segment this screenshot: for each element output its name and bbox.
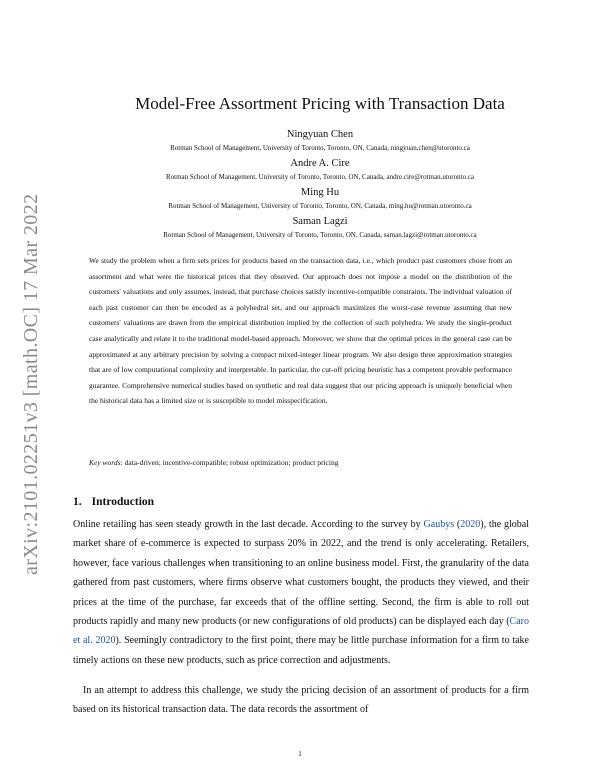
section-title: Introduction xyxy=(91,496,155,508)
section-number: 1. xyxy=(73,496,82,508)
paper-title: Model-Free Assortment Pricing with Transaction Data xyxy=(135,94,505,113)
citation-link-gaubys[interactable]: Gaubys xyxy=(423,519,455,530)
author-block xyxy=(70,157,570,182)
author-name: Andre A. Cire xyxy=(290,158,350,169)
author-block xyxy=(70,186,570,211)
author-affiliation: Rotman School of Management, University of Toronto, Toronto, ON, Canada, ming.hu@rotman.utoronto.ca xyxy=(168,202,472,210)
keywords-colon: : xyxy=(120,458,125,467)
keywords-label: Key words xyxy=(89,458,121,467)
intro-paragraph-2: In an attempt to address this challenge, we study the pricing decision of an assortment of products for a firm based on its historical transaction data. The data records the assortment of xyxy=(73,685,529,716)
author-affiliation: Rotman School of Management, University of Toronto, Toronto, ON, Canada, andre.cire@rotman.utoronto.ca xyxy=(165,173,475,181)
arxiv-identifier-stamp: arXiv:2101.02251v3 [math.OC] 17 Mar 2022 xyxy=(20,193,42,575)
author-block xyxy=(70,128,570,153)
keywords xyxy=(89,458,512,467)
text-run: Online retailing has seen steady growth in the last decade. According to the survey by xyxy=(73,519,424,530)
author-name: Ming Hu xyxy=(300,187,340,198)
author-name: Saman Lagzi xyxy=(292,216,348,227)
page-number: 1 xyxy=(298,750,302,758)
author-affiliation: Rotman School of Management, University of Toronto, Toronto, ON, Canada, saman.lagzi@rotman.utoronto.ca xyxy=(163,231,477,239)
citation-link-caro[interactable]: Caro et al. 2020 xyxy=(73,616,529,647)
text-run: ( xyxy=(454,519,461,530)
author-name: Ningyuan Chen xyxy=(286,129,354,140)
author-affiliation: Rotman School of Management, University of Toronto, Toronto, ON, Canada, ningyuan.chen@utoronto.ca xyxy=(170,144,470,152)
text-run: ). Seemingly contradictory to the first point, there may be little purchase information for a firm to take timely actions on these new products, such as price correction and adjustments. xyxy=(73,635,529,666)
abstract: We study the problem when a firm sets prices for products based on the transaction data, i.e., which product past customers chose from an assortment and what were the historical prices that they observed. Our approach does not impose a model on the distribution of the customers' valuations and only assumes, instead, that purchase choices satisfy incentive-compatible constraints. The individual valuation of each past customer can then be encoded as a polyhedral set, and our approach maximizes the worst-case revenue assuming that new customers' valuations are drawn from the empirical distribution implied by the collection of such polyhedra. We study the single-product case analytically and relate it to the traditional model-based approach. Moreover, we show that the optimal prices in the general case can be approximated at any arbitrary precision by solving a compact mixed-integer linear program. We also design three approximation strategies that are of low computational complexity and interpretable. In particular, the cut-off pricing heuristic has a competent provable performance guarantee. Comprehensive numerical studies based on synthetic and real data suggest that our pricing approach is uniquely beneficial when the historical data has a limited size or is susceptible to model misspecification. xyxy=(89,256,512,406)
citation-link-gaubys-year[interactable]: 2020 xyxy=(460,519,481,530)
section-heading-introduction xyxy=(73,496,154,508)
text-run: ), the global market share of e-commerce is expected to surpass 20% in 2022, and the trend is only accelerating. Retailers, however, face various challenges when transitioning to an online business model. First, the granularity of the data gathered from past customers, where firms observe what customers bought, the products they viewed, and their prices at the time of the purchase, far exceeds that of the offline setting. Second, the firm is able to roll out products rapidly and many new products (or new configurations of old products) can be displayed each day ( xyxy=(73,519,529,628)
intro-paragraph-1 xyxy=(73,515,529,670)
keywords-text: data-driven; incentive-compatible; robust optimization; product pricing xyxy=(124,458,339,467)
author-block xyxy=(70,215,570,240)
